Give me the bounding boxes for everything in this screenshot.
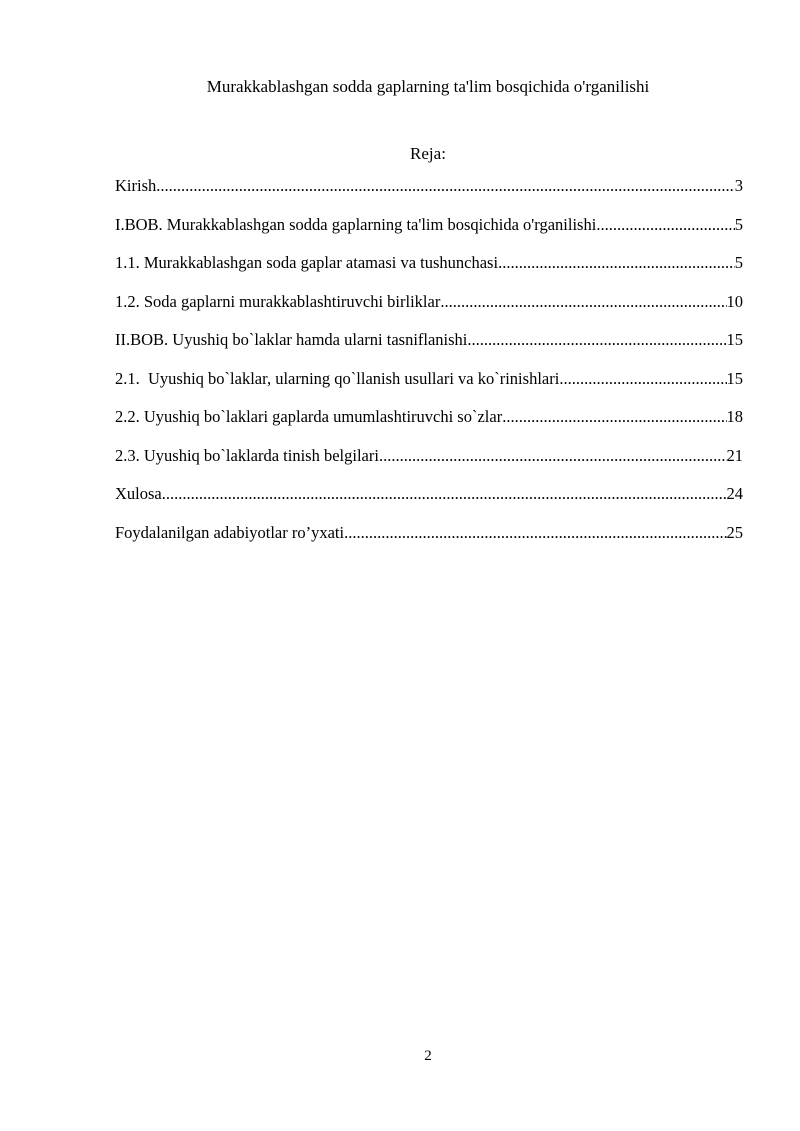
toc-entry-page: 21 [726,445,743,465]
toc-entry [115,368,743,407]
toc-leader-dots [379,445,727,467]
toc-entry [115,445,743,484]
toc-entry [115,329,743,368]
table-of-contents [115,175,743,560]
toc-entry [115,522,743,561]
toc-leader-dots [440,291,726,313]
toc-entry-page: 18 [726,407,743,426]
toc-leader-dots [156,175,735,197]
toc-entry-page: 25 [726,522,743,542]
toc-entry-page: 5 [734,253,743,272]
toc-entry [115,214,743,253]
toc-entry [115,252,743,291]
toc-entry-title: Kirish [115,176,157,195]
toc-entry-title: 2.1. Uyushiq bo`laklar, ularning qo`llanish usullari va ko`rinishlari [115,368,560,388]
toc-leader-dots [596,214,734,236]
toc-entry-page: 3 [734,176,743,195]
document-title: Murakkablashgan sodda gaplarning ta'lim bosqichida o'rganilishi [206,77,650,96]
toc-entry [115,406,743,445]
toc-entry-page: 15 [726,368,743,388]
toc-entry-page: 10 [726,291,743,311]
toc-entry-title: Xulosa [115,484,162,503]
toc-entry-page: 24 [726,484,743,503]
toc-entry-title: 2.3. Uyushiq bo`laklarda tinish belgilari [115,445,379,465]
toc-entry [115,483,743,522]
toc-entry-page: 15 [726,330,743,349]
toc-entry-title: II.BOB. Uyushiq bo`laklar hamda ularni tasniflanishi [115,330,468,349]
toc-leader-dots [502,406,726,428]
toc-leader-dots [498,252,735,274]
toc-entry-page: 5 [734,214,743,234]
toc-entry-title: 1.1. Murakkablashgan soda gaplar atamasi va tushunchasi [115,253,499,272]
toc-leader-dots [559,368,726,390]
toc-entry [115,291,743,330]
toc-leader-dots [467,329,726,351]
toc-entry-title: 1.2. Soda gaplarni murakkablashtiruvchi birliklar [115,291,441,311]
toc-entry-title: Foydalanilgan adabiyotlar ro’yxati [115,522,345,542]
toc-entry [115,175,743,214]
toc-leader-dots [162,483,727,505]
toc-leader-dots [344,522,726,544]
toc-entry-title: 2.2. Uyushiq bo`laklari gaplarda umumlashtiruvchi so`zlar [115,407,503,426]
plan-heading: Reja: [410,144,446,163]
toc-entry-title: I.BOB. Murakkablashgan sodda gaplarning ta'lim bosqichida o'rganilishi [115,214,597,234]
page-number: 2 [424,1048,432,1064]
